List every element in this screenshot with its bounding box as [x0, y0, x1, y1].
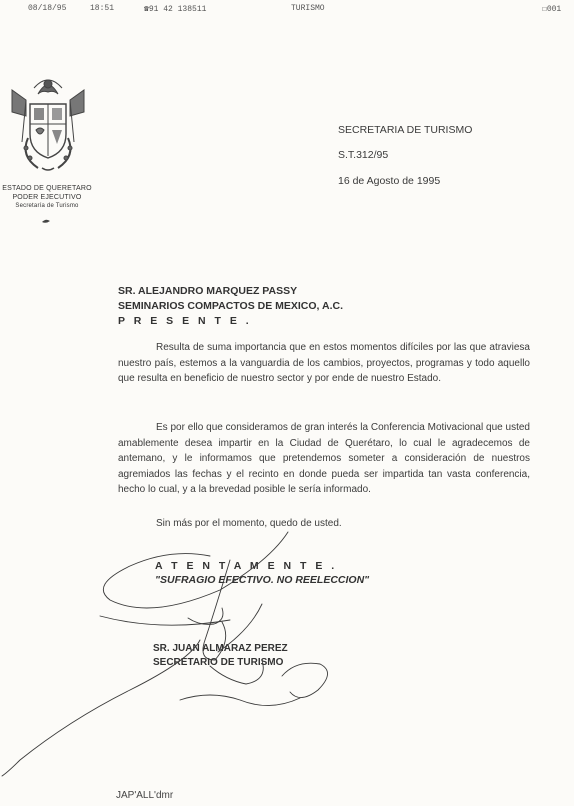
ornament-icon [42, 218, 50, 224]
letterhead-caption [2, 184, 92, 211]
letterhead-branch: PODER EJECUTIVO [12, 194, 82, 201]
state-coat-of-arms-icon [8, 72, 88, 184]
reference-number: S.T.312/95 [338, 149, 389, 161]
letterhead-secretariat: Secretaría de Turismo [15, 203, 79, 209]
addressee-organization: SEMINARIOS COMPACTOS DE MEXICO, A.C. [118, 300, 343, 312]
signer-name: SR. JUAN ALMARAZ PEREZ [153, 643, 288, 654]
typist-initials: JAP'ALL'dmr [116, 790, 174, 801]
fax-sender: TURISMO [291, 4, 325, 13]
department-name: SECRETARIA DE TURISMO [338, 124, 473, 136]
signer-block [153, 642, 288, 670]
fax-time: 18:51 [90, 4, 115, 13]
closing-line: Sin más por el momento, quedo de usted. [156, 518, 342, 529]
letterhead-state: ESTADO DE QUERETARO [2, 185, 92, 192]
body-paragraph-1: Resulta de suma importancia que en estos momentos difíciles por las que atraviesa nuestro país, estemos a la vanguardia de los cambios, proyectos, programas y todo aquello que resulta en beneficio de nuestro sector y por ende de nuestro Estado. [118, 342, 530, 384]
addressee-name: SR. ALEJANDRO MARQUEZ PASSY [118, 285, 298, 297]
fax-page-number: ☐001 [542, 5, 562, 14]
salutation: P R E S E N T E . [118, 315, 252, 327]
fax-date: 08/18/95 [28, 4, 67, 13]
sign-off-word: A T E N T A M E N T E . [155, 560, 338, 572]
signer-title: SECRETARIO DE TURISMO [153, 657, 284, 668]
sign-off-motto: "SUFRAGIO EFECTIVO. NO REELECCION" [155, 574, 370, 586]
fax-phone: ☎91 42 138511 [144, 5, 207, 14]
fax-header [28, 4, 570, 18]
body-paragraph-2: Es por ello que consideramos de gran interés la Conferencia Motivacional que usted amablemente desea impartir en la Ciudad de Querétaro, lo cual le agradecemos de antemano, y le informamos que pretendemos someter a consideración de nuestros agremiados las fechas y el recinto en donde pueda ser impartida tan vasta conferencia, hecho lo cual, y a la brevedad posible le sería informado. [118, 422, 530, 495]
letter-date: 16 de Agosto de 1995 [338, 175, 441, 187]
addressee-block [118, 284, 343, 329]
